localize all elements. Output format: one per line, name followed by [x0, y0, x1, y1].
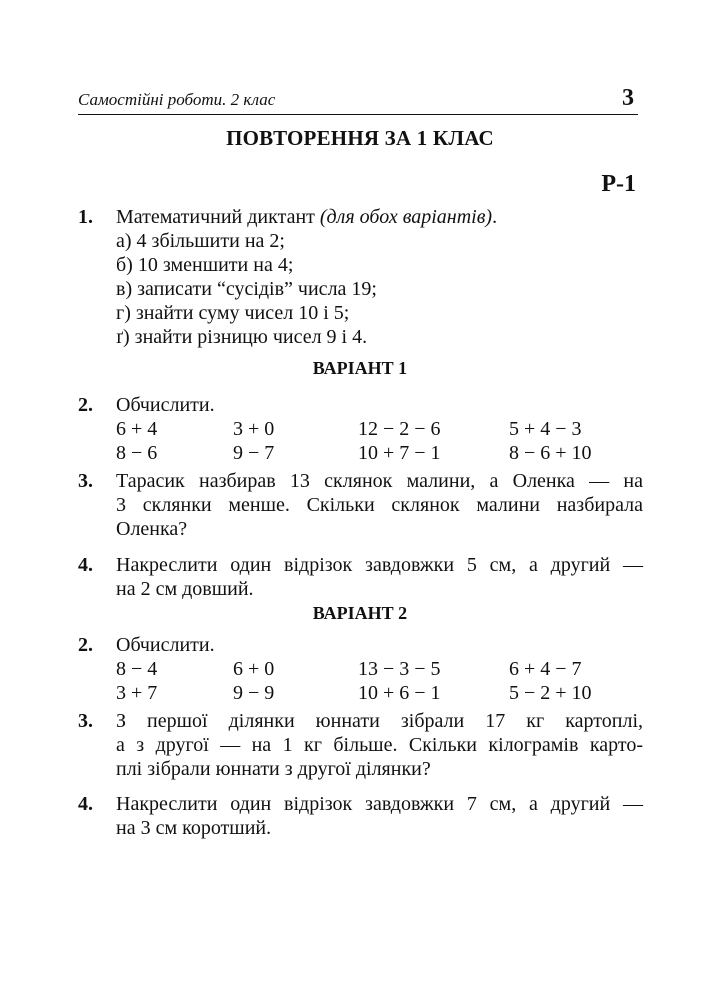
task-body	[116, 633, 643, 705]
task-number: 4.	[78, 793, 93, 815]
task-body	[116, 709, 643, 781]
expression: 13 − 3 − 5	[358, 658, 441, 680]
variant-2-task-3	[78, 709, 643, 781]
task-instruction: Обчислити.	[116, 394, 215, 416]
task-text-line: плі зібрали юннати з другої ділянки?	[116, 758, 431, 780]
task-body	[116, 553, 643, 601]
variant-2-task-2	[78, 633, 643, 705]
task-number: 1.	[78, 206, 93, 228]
task-intro-end: .	[492, 206, 498, 228]
task-body	[116, 469, 643, 541]
task-text-line: на 2 см довший.	[116, 578, 254, 600]
section-title: ПОВТОРЕННЯ ЗА 1 КЛАС	[226, 126, 494, 150]
variant-1-title: ВАРІАНТ 1	[312, 358, 408, 378]
running-title: Самостійні роботи. 2 клас	[78, 90, 276, 109]
variant-2-title: ВАРІАНТ 2	[312, 603, 408, 623]
expression: 8 − 6	[116, 442, 158, 464]
dictation-item-h: г) знайти суму чисел 10 і 5;	[116, 302, 350, 324]
task-body	[116, 792, 643, 840]
expression-grid	[116, 417, 643, 465]
page-number: 3	[622, 85, 634, 111]
expression: 10 + 6 − 1	[358, 682, 441, 704]
task-text-line: Накреслити один відрізок завдовжки 7 см, а другий —	[116, 793, 643, 815]
expression: 6 + 0	[233, 658, 275, 680]
dictation-item-b: б) 10 зменшити на 4;	[116, 254, 294, 276]
task-text-line: Накреслити один відрізок завдовжки 5 см, а другий —	[116, 554, 643, 576]
task-number: 2.	[78, 634, 93, 656]
task-text-line: З першої ділянки юннати зібрали 17 кг картоплі,	[116, 710, 643, 732]
dictation-item-g: ґ) знайти різницю чисел 9 і 4.	[116, 326, 368, 348]
task-intro-text: Математичний диктант	[116, 206, 320, 228]
variant-1-task-2	[78, 393, 643, 465]
task-number: 3.	[78, 470, 93, 492]
task-intro-note: (для обох варіантів)	[319, 206, 493, 228]
task-instruction: Обчислити.	[116, 634, 215, 656]
task-text-line: Тарасик назбирав 13 склянок малини, а Оленка — на	[116, 470, 643, 492]
expression: 12 − 2 − 6	[358, 418, 441, 440]
task-intro	[116, 205, 643, 229]
task-number: 2.	[78, 394, 93, 416]
task-body	[116, 205, 643, 349]
variant-1-task-3	[78, 469, 643, 541]
expression: 6 + 4 − 7	[509, 658, 582, 680]
expression: 5 − 2 + 10	[509, 682, 592, 704]
dictation-item-a: а) 4 збільшити на 2;	[116, 230, 285, 252]
expression: 6 + 4	[116, 418, 158, 440]
variant-1-task-4	[78, 553, 643, 601]
expression: 3 + 0	[233, 418, 275, 440]
task-text-line: на 3 см коротший.	[116, 817, 272, 839]
expression: 10 + 7 − 1	[358, 442, 441, 464]
work-code: Р-1	[601, 171, 636, 197]
expression: 5 + 4 − 3	[509, 418, 582, 440]
task-number: 3.	[78, 710, 93, 732]
task-number: 4.	[78, 554, 93, 576]
expression: 8 − 4	[116, 658, 158, 680]
expression: 3 + 7	[116, 682, 158, 704]
task-text-line: а з другої — на 1 кг більше. Скільки кілограмів карто-	[116, 734, 643, 756]
expression: 8 − 6 + 10	[509, 442, 592, 464]
task-text-line: 3 склянки менше. Скільки склянок малини назбирала	[116, 494, 643, 516]
expression: 9 − 7	[233, 442, 275, 464]
expression: 9 − 9	[233, 682, 275, 704]
dictation-item-v: в) записати “сусідів” числа 19;	[116, 278, 377, 300]
task-text-line: Оленка?	[116, 518, 188, 540]
variant-2-task-4	[78, 792, 643, 840]
task-1	[78, 205, 643, 349]
expression-grid	[116, 657, 643, 705]
running-header	[78, 85, 638, 115]
task-body	[116, 393, 643, 465]
